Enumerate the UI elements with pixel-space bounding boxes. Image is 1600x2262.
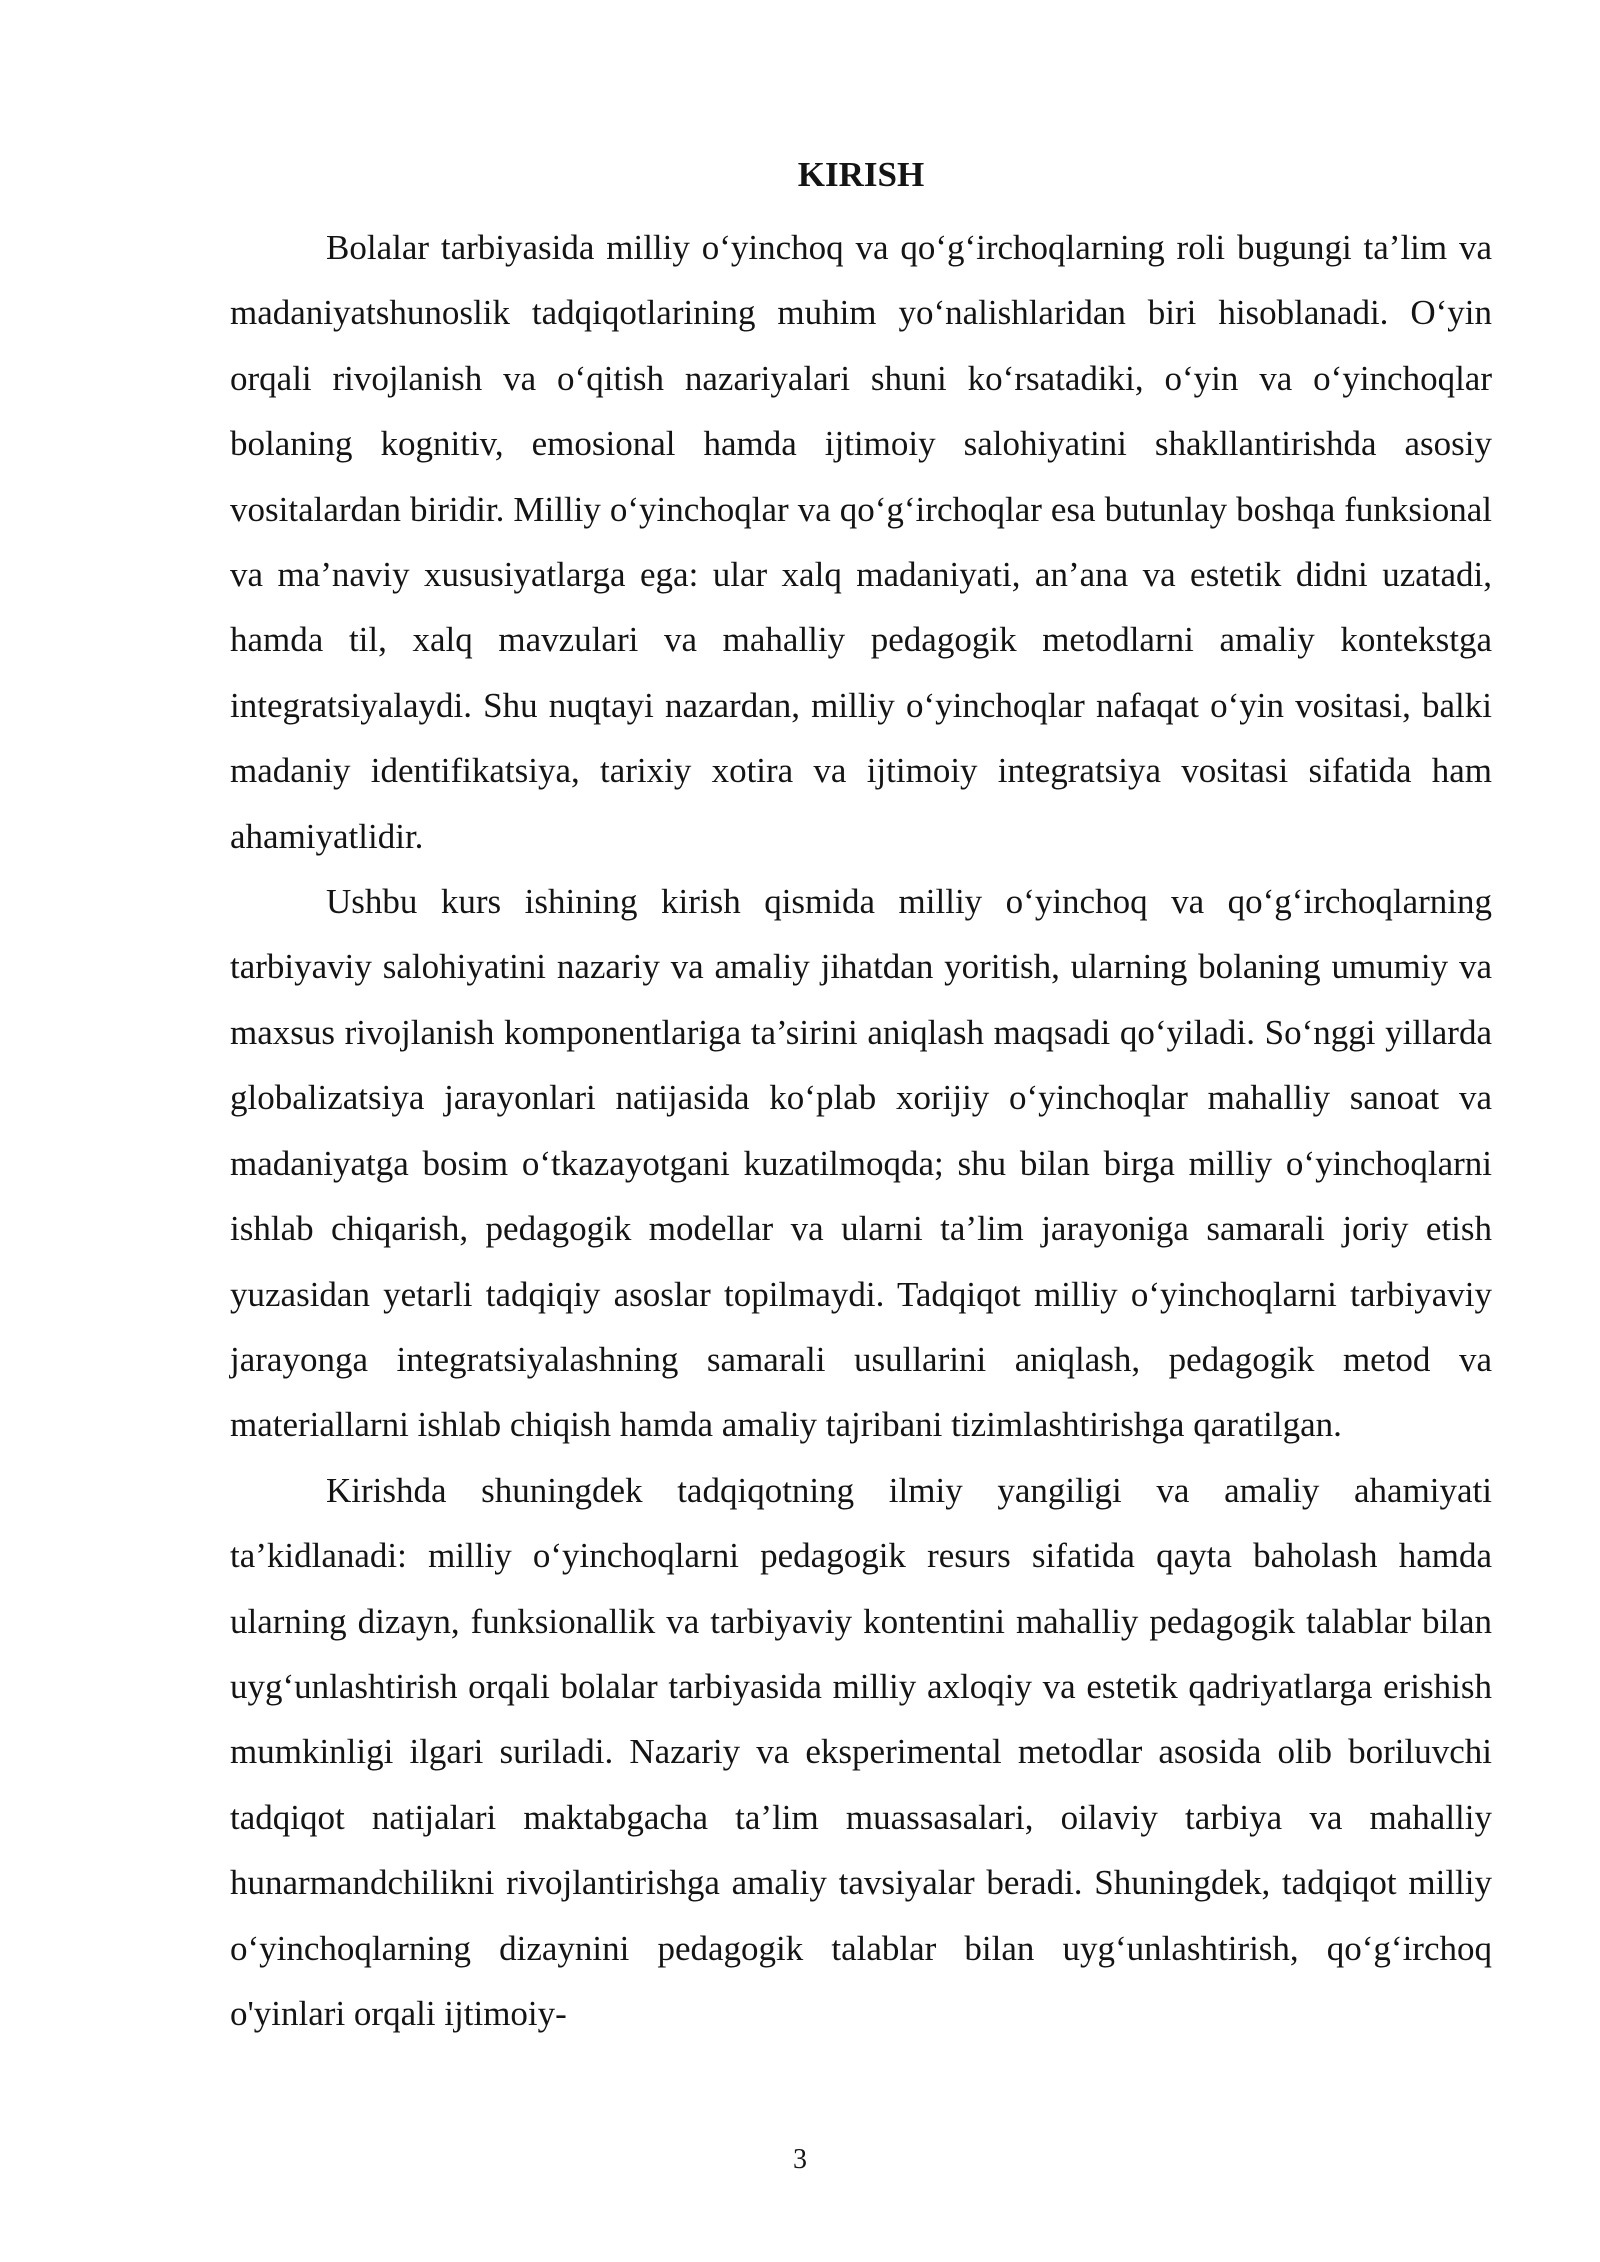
body-text [230,215,1492,2046]
page-number: 3 [793,2144,807,2175]
paragraph-1: Bolalar tarbiyasida milliy o‘yinchoq va qo‘g‘irchoqlarning roli bugungi ta’lim va madaniyatshunoslik tadqiqotlarining muhim yo‘nalishlaridan biri hisoblanadi. O‘yin orqali rivojlanish va o‘qitish nazariyalari shuni ko‘rsatadiki, o‘yin va o‘yinchoqlar bolaning kognitiv, emosional hamda ijtimoiy salohiyatini shakllantirishda asosiy vositalardan biridir. Milliy o‘yinchoqlar va qo‘g‘irchoqlar esa butunlay boshqa funksional va ma’naviy xususiyatlarga ega: ular xalq madaniyati, an’ana va estetik didni uzatadi, hamda til, xalq mavzulari va mahalliy pedagogik metodlarni amaliy kontekstga integratsiyalaydi. Shu nuqtayi nazardan, milliy o‘yinchoqlar nafaqat o‘yin vositasi, balki madaniy identifikatsiya, tarixiy xotira va ijtimoiy integratsiya vositasi sifatida ham ahamiyatlidir. [230,228,1492,856]
paragraph-3: Kirishda shuningdek tadqiqotning ilmiy yangiligi va amaliy ahamiyati ta’kidlanadi: milliy o‘yinchoqlarni pedagogik resurs sifatida qayta baholash hamda ularning dizayn, funksionallik va tarbiyaviy kontentini mahalliy pedagogik talablar bilan uyg‘unlashtirish orqali bolalar tarbiyasida milliy axloqiy va estetik qadriyatlarga erishish mumkinligi ilgari suriladi. Nazariy va eksperimental metodlar asosida olib boriluvchi tadqiqot natijalari maktabgacha ta’lim muassasalari, oilaviy tarbiya va mahalliy hunarmandchilikni rivojlantirishga amaliy tavsiyalar beradi. Shuningdek, tadqiqot milliy o‘yinchoqlarning dizaynini pedagogik talablar bilan uyg‘unlashtirish, qo‘g‘irchoq o'yinlari orqali ijtimoiy- [230,1470,1492,2033]
page-title: KIRISH [797,155,925,194]
paragraph-2: Ushbu kurs ishining kirish qismida milliy o‘yinchoq va qo‘g‘irchoqlarning tarbiyaviy salohiyatini nazariy va amaliy jihatdan yoritish, ularning bolaning umumiy va maxsus rivojlanish komponentlariga ta’sirini aniqlash maqsadi qo‘yiladi. So‘nggi yillarda globalizatsiya jarayonlari natijasida ko‘plab xorijiy o‘yinchoqlar mahalliy sanoat va madaniyatga bosim o‘tkazayotgani kuzatilmoqda; shu bilan birga milliy o‘yinchoqlarni ishlab chiqarish, pedagogik modellar va ularni ta’lim jarayoniga samarali joriy etish yuzasidan yetarli tadqiqiy asoslar topilmaydi. Tadqiqot milliy o‘yinchoqlarni tarbiyaviy jarayonga integratsiyalashning samarali usullarini aniqlash, pedagogik metod va materiallarni ishlab chiqish hamda amaliy tajribani tizimlashtirishga qaratilgan. [230,882,1492,1445]
